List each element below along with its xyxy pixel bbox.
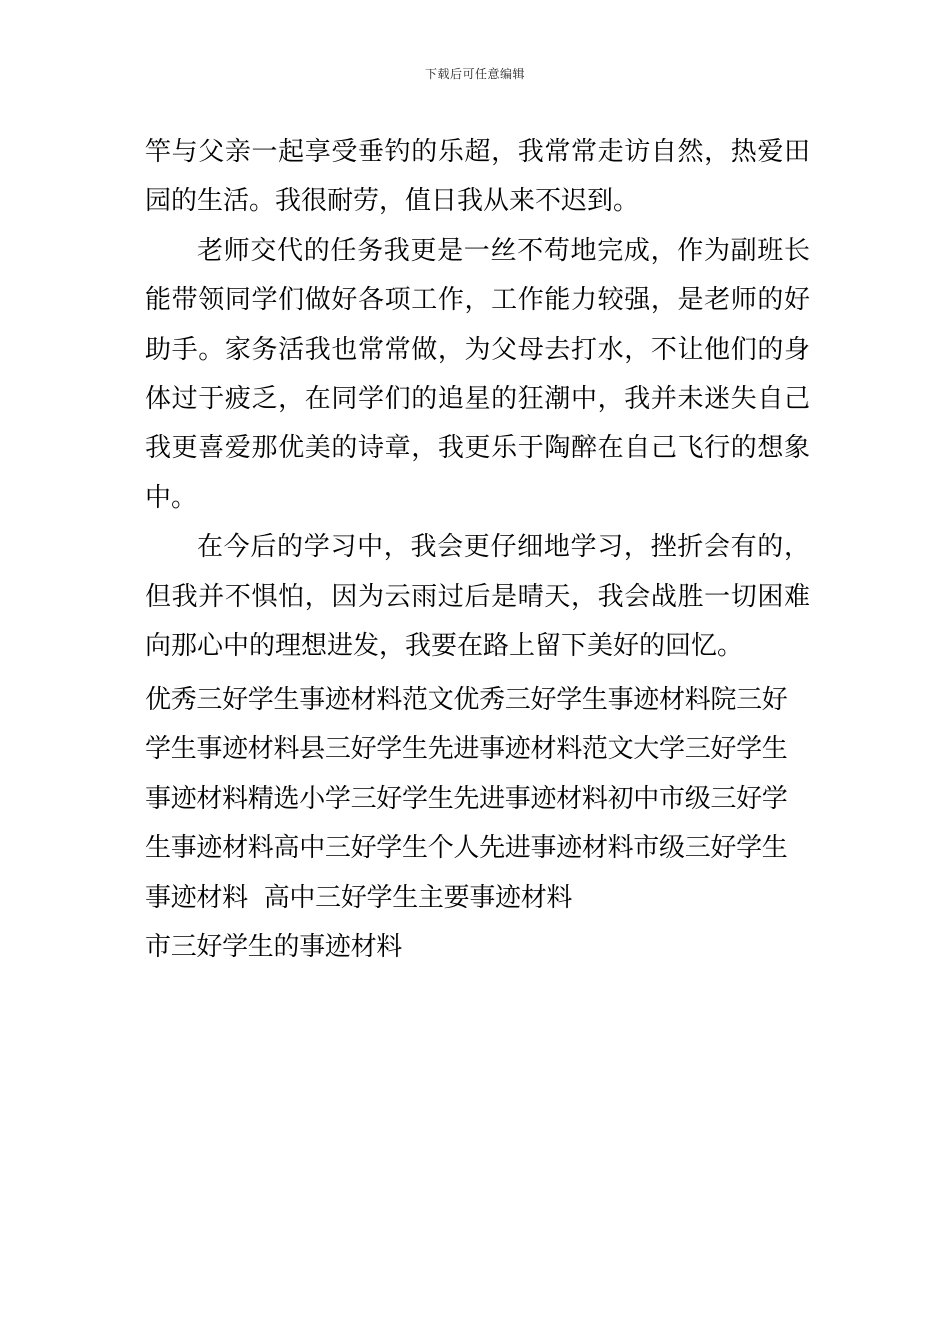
- related-titles-block: 优秀三好学生事迹材料范文优秀三好学生事迹材料院三好学生事迹材料县三好学生先进事迹材料范文大学三好学生事迹材料精选小学三好学生先进事迹材料初中市级三好学生事迹材料高中三好学生个人先进事迹材料市级三好学生事迹材料 高中三好学生主要事迹材料: [145, 685, 788, 913]
- header-note: 下载后可任意编辑: [424, 67, 525, 81]
- paragraph-teacher-tasks: 老师交代的任务我更是一丝不苟地完成，作为副班长能带领同学们做好各项工作，工作能力较强，是老师的好助手。家务活我也常常做，为父母去打水，不让他们的身体过于疲乏，在同学们的追星的狂潮中，我并未迷失自己我更喜爱那优美的诗章，我更乐于陶醉在自己飞行的想象中。: [145, 235, 810, 513]
- paragraph-continued: 竿与父亲一起享受垂钓的乐超，我常常走访自然，热爱田园的生活。我很耐劳，值日我从来不迟到。: [145, 137, 810, 217]
- related-titles: [145, 676, 810, 972]
- paragraph-future-study: 在今后的学习中，我会更仔细地学习，挫折会有的，但我并不惧怕，因为云雨过后是晴天，我会战胜一切困难向那心中的理想进发，我要在路上留下美好的回忆。: [145, 532, 810, 662]
- related-titles-last-line: 市三好学生的事迹材料: [145, 932, 403, 963]
- body-text: [145, 128, 810, 671]
